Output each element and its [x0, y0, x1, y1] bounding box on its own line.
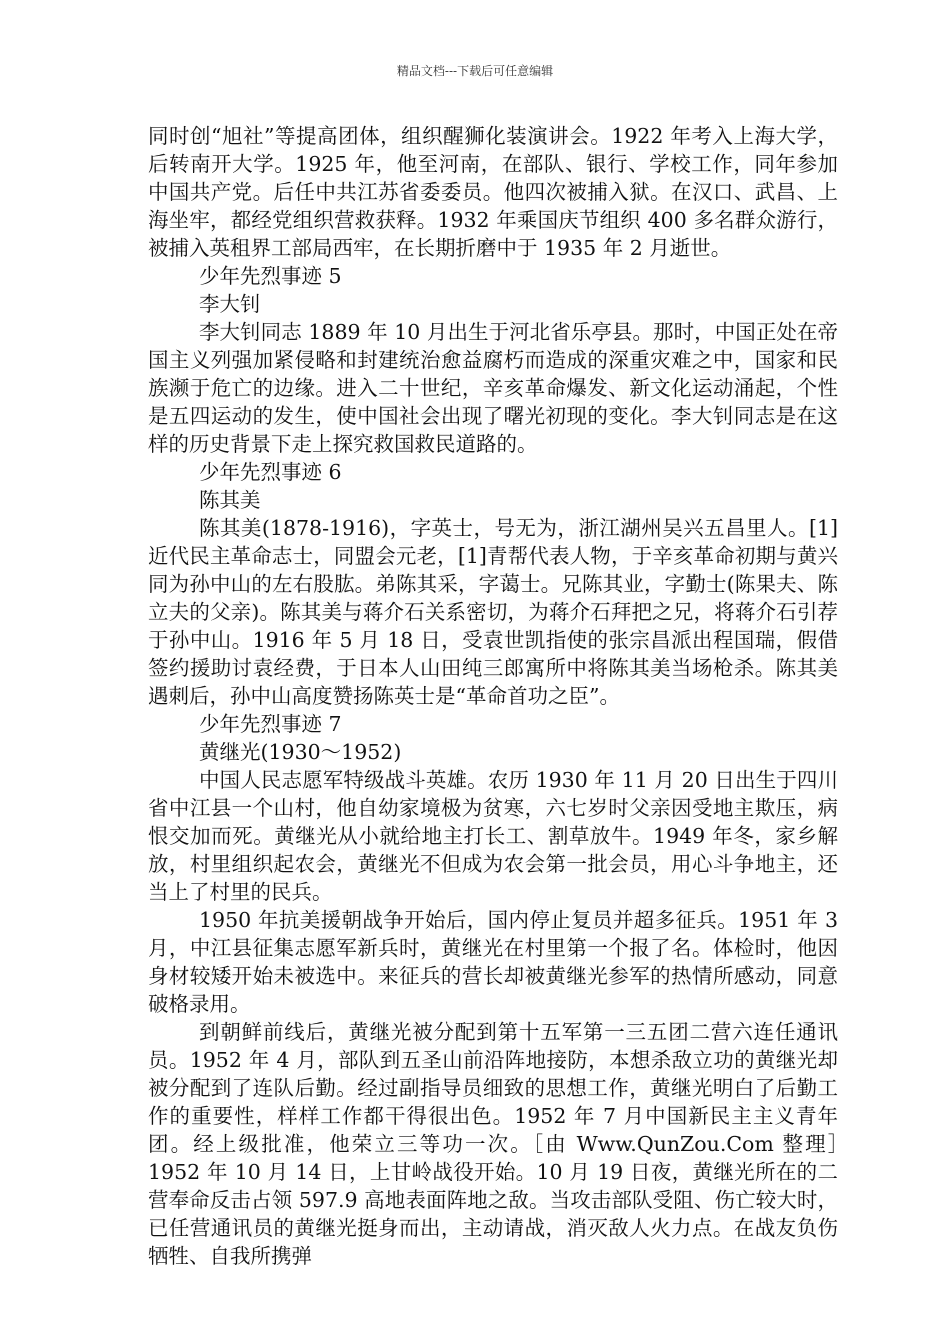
- paragraph: 中国人民志愿军特级战斗英雄。农历 1930 年 11 月 20 日出生于四川省中江县一个山村，他自幼家境极为贫寒，六七岁时父亲因受地主欺压，病恨交加而死。黄继光从小就给地主打长工、割草放牛。1949 年冬，家乡解放，村里组织起农会，黄继光不但成为农会第一批会员，用心斗争地主，还当上了村里的民兵。: [148, 768, 838, 904]
- person-name: 李大钊: [199, 292, 261, 316]
- section-heading: 少年先烈事迹 7: [199, 712, 342, 736]
- section-heading: 少年先烈事迹 6: [199, 460, 342, 484]
- person-name: 陈其美: [199, 488, 261, 512]
- paragraph: 同时创“旭社”等提高团体，组织醒狮化装演讲会。1922 年考入上海大学，后转南开大学。1925 年，他至河南，在部队、银行、学校工作，同年参加中国共产党。后任中共江苏省委委员。他四次被捕入狱。在汉口、武昌、上海坐牢，都经党组织营救获释。1932 年乘国庆节组织 400 多名群众游行，被捕入英租界工部局西牢，在长期折磨中于 1935 年 2 月逝世。: [148, 124, 838, 260]
- paragraph: 1950 年抗美援朝战争开始后，国内停止复员并超多征兵。1951 年 3 月，中江县征集志愿军新兵时，黄继光在村里第一个报了名。体检时，他因身材较矮开始未被选中。来征兵的营长却被黄继光参军的热情所感动，同意破格录用。: [148, 908, 838, 1016]
- paragraph: 到朝鲜前线后，黄继光被分配到第十五军第一三五团二营六连任通讯员。1952 年 4 月，部队到五圣山前沿阵地接防，本想杀敌立功的黄继光却被分配到了连队后勤。经过副指导员细致的思想工作，黄继光明白了后勤工作的重要性，样样工作都干得很出色。1952 年 7 月中国新民主主义青年团。经上级批准，他荣立三等功一次。［由 Www.QunZou.Com 整理］ 1952 年 10 月 14 日，上甘岭战役开始。10 月 19 日夜，黄继光所在的二营奉命反击占领 597.9 高地表面阵地之敌。当攻击部队受阻、伤亡较大时，已任营通讯员的黄继光挺身而出，主动请战，消灭敌人火力点。在战友负伤牺牲、自我所携弹: [148, 1020, 879, 1268]
- section-heading: 少年先烈事迹 5: [199, 264, 342, 288]
- person-name: 黄继光(1930～1952): [199, 740, 402, 764]
- paragraph: 陈其美(1878-1916)，字英士，号无为，浙江湖州吴兴五昌里人。[1]近代民主革命志士，同盟会元老，[1]青帮代表人物，于辛亥革命初期与黄兴同为孙中山的左右股肱。弟陈其采，字蔼士。兄陈其业，字勤士(陈果夫、陈立夫的父亲)。陈其美与蒋介石关系密切，为蒋介石拜把之兄，将蒋介石引荐于孙中山。1916 年 5 月 18 日，受袁世凯指使的张宗昌派出程国瑞，假借签约援助讨袁经费，于日本人山田纯三郎寓所中将陈其美当场枪杀。陈其美遇刺后，孙中山高度赞扬陈英士是“革命首功之臣”。: [148, 516, 838, 708]
- paragraph: 李大钊同志 1889 年 10 月出生于河北省乐亭县。那时，中国正处在帝国主义列强加紧侵略和封建统治愈益腐朽而造成的深重灾难之中，国家和民族濒于危亡的边缘。进入二十世纪，辛亥革命爆发、新文化运动涌起，个性是五四运动的发生，使中国社会出现了曙光初现的变化。李大钊同志是在这样的历史背景下走上探究救国救民道路的。: [148, 320, 838, 456]
- page-header: 精品文档---下载后可任意编辑: [396, 64, 554, 78]
- document-body: [148, 122, 879, 1270]
